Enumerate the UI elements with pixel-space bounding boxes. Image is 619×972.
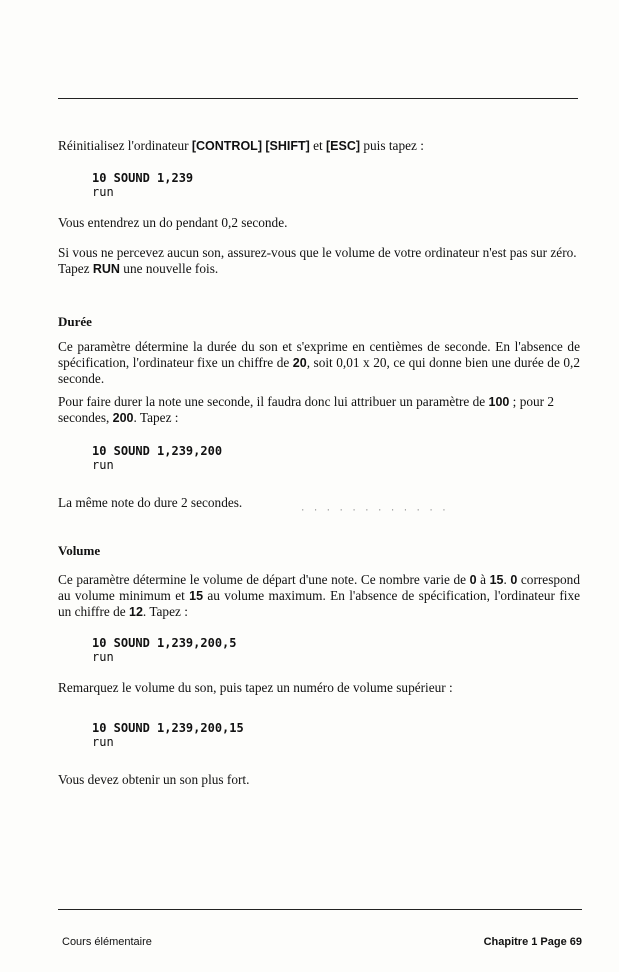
volume-paragraph-1: Ce paramètre détermine le volume de départ d'une note. Ce nombre varie de 0 à 15. 0 correspond au volume minimum et 15 au volume maximum. En l'absence de spécification, l'ordinateur fixe un chiffre de 12. Tapez :	[58, 572, 581, 619]
intro-result: Vous entendrez un do pendant 0,2 seconde.	[58, 215, 288, 230]
scan-noise: · · · · · · · · · · · ·	[300, 506, 448, 516]
footer-course-title: Cours élémentaire	[62, 936, 152, 948]
code-block-4: 10 SOUND 1,239,200,15 run	[92, 721, 244, 749]
intro-tip: Si vous ne percevez aucun son, assurez-vous que le volume de votre ordinateur n'est pas sur zéro. Tapez RUN une nouvelle fois.	[58, 245, 577, 276]
code-block-2: 10 SOUND 1,239,200 run	[92, 444, 223, 472]
top-rule	[58, 98, 578, 99]
footer-page-number: Chapitre 1 Page 69	[483, 936, 582, 948]
duree-result: La même note do dure 2 secondes.	[58, 495, 243, 510]
code-block-3: 10 SOUND 1,239,200,5 run	[92, 636, 237, 664]
heading-duree: Durée	[58, 314, 92, 329]
duree-paragraph-1: Ce paramètre détermine la durée du son et s'exprime en centièmes de seconde. En l'absence de spécification, l'ordinateur fixe un chiffre de 20, soit 0,01 x 20, ce qui donne bien une durée de 0,2 seconde.	[58, 339, 580, 386]
intro-instruction: Réinitialisez l'ordinateur [CONTROL] [SHIFT] et [ESC] puis tapez :	[58, 138, 424, 153]
heading-volume: Volume	[58, 543, 101, 558]
duree-paragraph-2: Pour faire durer la note une seconde, il faudra donc lui attribuer un paramètre de 100 ; pour 2 secondes, 200. Tapez :	[58, 394, 555, 425]
volume-result: Vous devez obtenir un son plus fort.	[58, 772, 250, 787]
bottom-rule	[58, 909, 582, 910]
code-block-1: 10 SOUND 1,239 run	[92, 171, 194, 199]
volume-paragraph-2: Remarquez le volume du son, puis tapez un numéro de volume supérieur :	[58, 680, 453, 695]
